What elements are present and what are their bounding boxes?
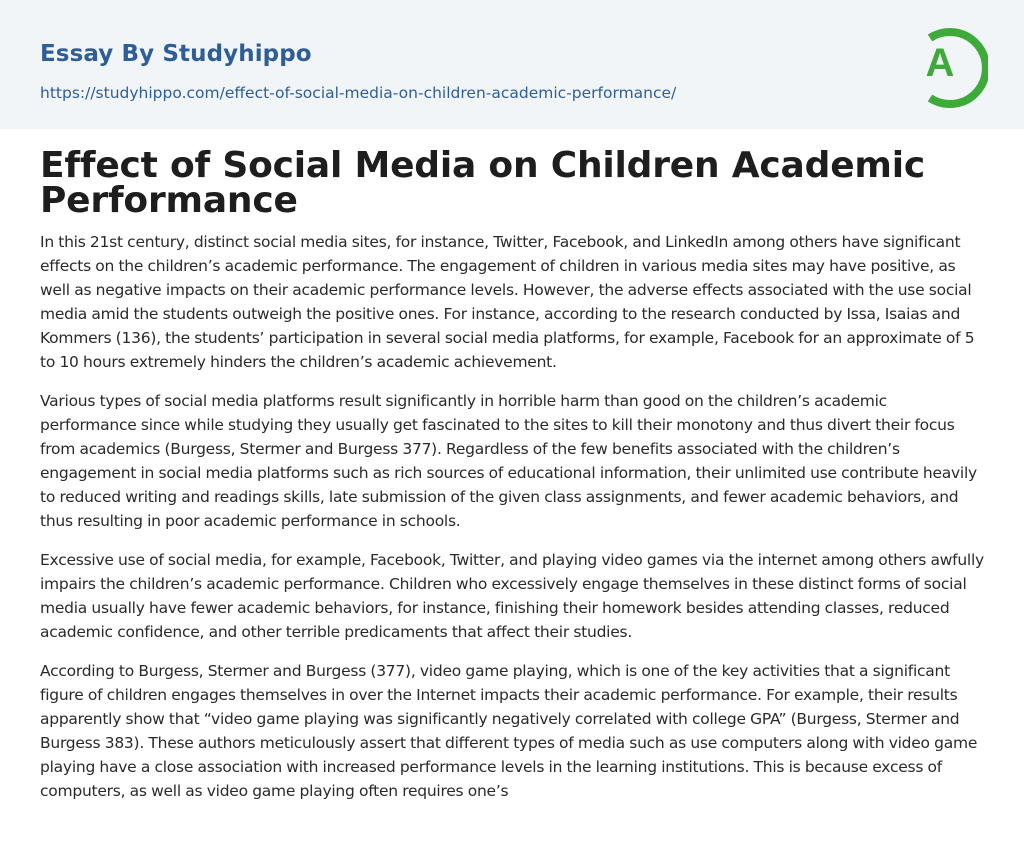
page-title: Effect of Social Media on Children Academic Performance [40, 145, 926, 221]
article-paragraph: Excessive use of social media, for example, Facebook, Twitter, and playing video games via the internet among others awfully impairs the children’s academic performance. Children who excessively engage themselves in these distinct forms of social media usually have fewer academic behaviors, for instance, finishing their homework besides attending classes, reduced academic confidence, and other terrible predicaments that affect their studies. [40, 551, 984, 641]
studyhippo-logo-icon[interactable] [908, 16, 988, 108]
site-title[interactable]: Essay By Studyhippo [40, 41, 312, 67]
article-paragraph: According to Burgess, Stermer and Burgess (377), video game playing, which is one of the key activities that a significant figure of children engages themselves in over the Internet impacts their academic performance. For example, their results apparently show that “video game playing was significantly negatively correlated with college GPA” (Burgess, Stermer and Burgess 383). These authors meticulously assert that different types of media such as use computers along with video game playing have a close association with increased performance levels in the learning institutions. This is because excess of computers, as well as video game playing often requires one’s [40, 662, 978, 800]
logo-letter: A [925, 41, 955, 85]
page-header [0, 0, 1024, 129]
article-paragraph: Various types of social media platforms result significantly in horrible harm than good on the children’s academic performance since while studying they usually get fascinated to the sites to kill their monotony and thus divert their focus from academics (Burgess, Stermer and Burgess 377). Regardless of the few benefits associated with the children’s engagement in social media platforms such as rich sources of educational information, their unlimited use contribute heavily to reduced writing and readings skills, late submission of the given class assignments, and fewer academic behaviors, and thus resulting in poor academic performance in schools. [40, 392, 977, 530]
article [40, 145, 984, 803]
source-url-link[interactable]: https://studyhippo.com/effect-of-social-media-on-children-academic-performance/ [40, 84, 677, 102]
article-paragraph: In this 21st century, distinct social media sites, for instance, Twitter, Facebook, and LinkedIn among others have significant effects on the children’s academic performance. The engagement of children in various media sites may have positive, as well as negative impacts on their academic performance levels. However, the adverse effects associated with the use social media amid the students outweigh the positive ones. For instance, according to the research conducted by Issa, Isaias and Kommers (136), the students’ participation in several social media platforms, for example, Facebook for an approximate of 5 to 10 hours extremely hinders the children’s academic achievement. [40, 233, 975, 371]
